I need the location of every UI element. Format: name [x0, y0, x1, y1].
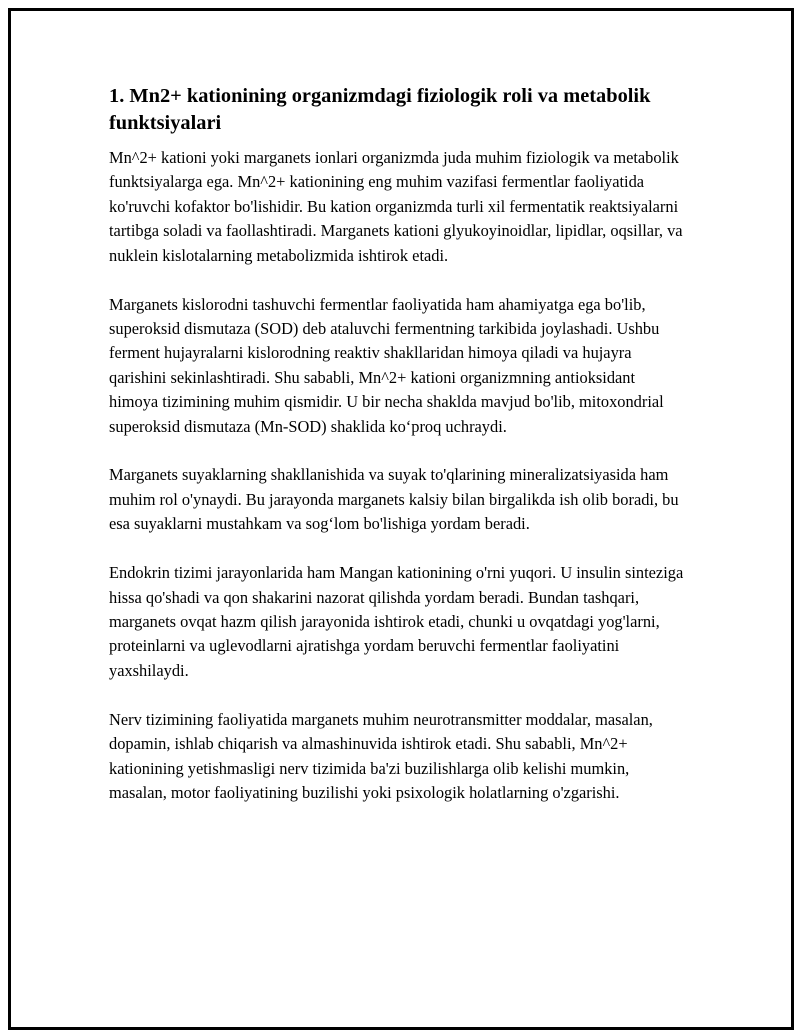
paragraph-4: Endokrin tizimi jarayonlarida ham Mangan kationining o'rni yuqori. U insulin sinteziga hissa qo'shadi va qon shakarini nazorat qilishda yordam beradi. Bundan tashqari, marganets ovqat hazm qilish jarayonida ishtirok etadi, chunki u ovqatdagi yog'larni, proteinlarni va uglevodlarni ajratishga yordam beruvchi fermentlar faoliyatini yaxshilaydi. — [109, 563, 684, 680]
document-body — [109, 83, 684, 830]
section-heading: 1. Mn2+ kationining organizmdagi fiziologik roli va metabolik funktsiyalari — [109, 85, 651, 134]
paragraph-3: Marganets suyaklarning shakllanishida va suyak to'qlarining mineralizatsiyasida ham muhim rol o'ynaydi. Bu jarayonda marganets kalsiy bilan birgalikda ish olib boradi, bu esa suyaklarni mustahkam va sog‘lom bo'lishiga yordam beradi. — [109, 465, 679, 534]
paragraph-1: Mn^2+ kationi yoki marganets ionlari organizmda juda muhim fiziologik va metabolik funktsiyalarga ega. Mn^2+ kationining eng muhim vazifasi fermentlar faoliyatida ko'ruvchi kofaktor bo'lishidir. Bu kation organizmda turli xil fermentatik reaktsiyalarni tartibga soladi va faollashtiradi. Marganets kationi glyukoyinoidlar, lipidlar, oqsillar, va nuklein kislotalarning metabolizmida ishtirok etadi. — [109, 148, 683, 265]
paragraph-5: Nerv tizimining faoliyatida marganets muhim neurotransmitter moddalar, masalan, dopamin, ishlab chiqarish va almashinuvida ishtirok etadi. Shu sababli, Mn^2+ kationining yetishmasligi nerv tizimida ba'zi buzilishlarga olib kelishi mumkin, masalan, motor faoliyatining buzilishi yoki psixologik holatlarning o'zgarishi. — [109, 709, 653, 802]
paragraph-2: Marganets kislorodni tashuvchi fermentlar faoliyatida ham ahamiyatga ega bo'lib, superoksid dismutaza (SOD) deb ataluvchi fermentning tarkibida joylashadi. Ushbu ferment hujayralarni kislorodning reaktiv shakllaridan himoya qiladi va hujayra qarishini sekinlashtiradi. Shu sababli, Mn^2+ kationi organizmning antioksidant himoya tizimining muhim qismidir. U bir necha shaklda mavjud bo'lib, mitoxondrial superoksid dismutaza (Mn-SOD) shaklida ko‘proq uchraydi. — [109, 294, 664, 436]
